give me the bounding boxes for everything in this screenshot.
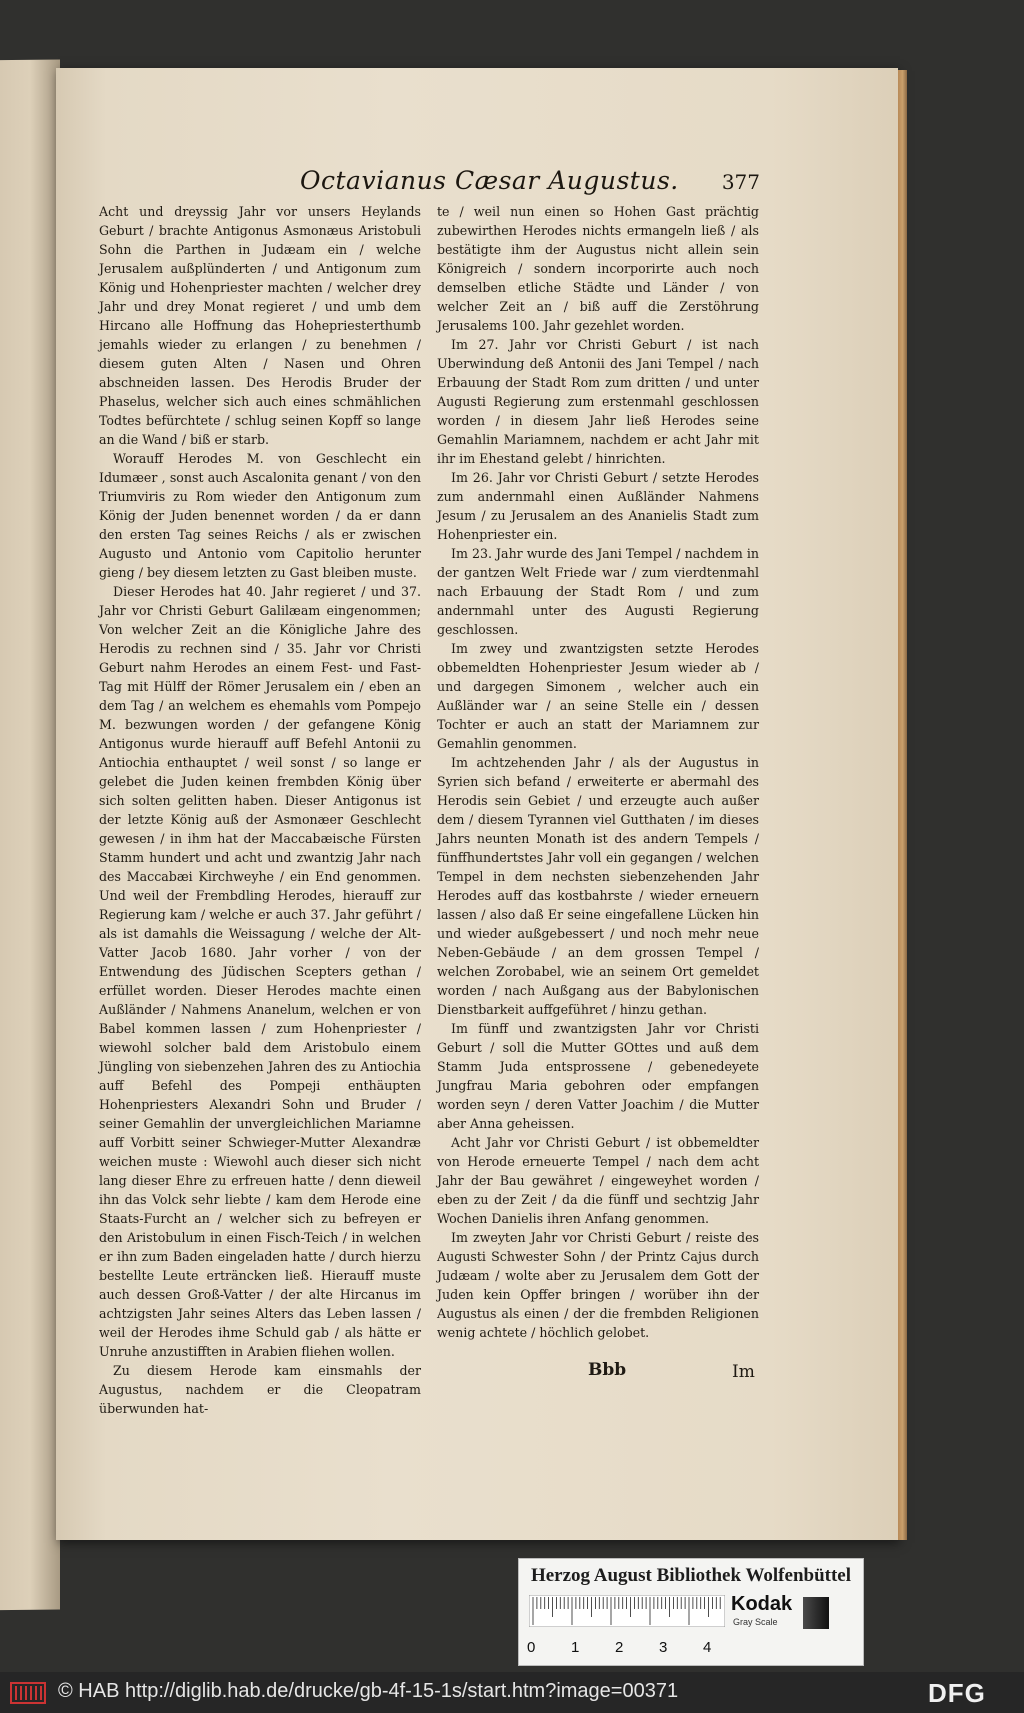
- signature-mark: Bbb: [588, 1360, 627, 1380]
- scale-number: 0: [527, 1639, 536, 1656]
- dfg-logo: DFG: [928, 1678, 986, 1708]
- paragraph: Im fünff und zwantzigsten Jahr vor Christi Geburt / soll die Mutter GOttes und auß dem Stamm Juda entsprossene / gebenedeyete Jungfrau Maria gebohren oder empfangen worden seyn / deren Vatter Joachim / die Mutter aber Anna geheissen.: [437, 1021, 759, 1131]
- library-logo-icon: [10, 1682, 46, 1704]
- paragraph: Acht und dreyssig Jahr vor unsers Heylands Geburt / brachte Antigonus Asmonæus Aristobuli Sohn die Parthen in Judæam ein / welche Jerusalem außplünderten / und Antigonum zum König und Hohenpriester machten / welcher drey Jahr und drey Monat regieret / und umb dem Hircano alle Hoffnung das Hohepriesterthumb jemahls wieder zu erlangen / zu benehmen / diesem guten Alten / Nasen und Ohren abschneiden lassen. Des Herodis Bruder der Phaselus, welcher sich auch eines schmählichen Todtes befürchtete / schlug seinen Kopff so lange an die Wand / biß er starb.: [99, 204, 421, 447]
- facing-page-edge: [0, 59, 60, 1610]
- catchword: Im: [732, 1362, 755, 1382]
- scale-number: 1: [571, 1639, 580, 1656]
- paragraph: Im zwey und zwantzigsten setzte Herodes obbemeldten Hohenpriester Jesum wieder ab / und dargegen Simonem , welcher auch ein Außländer war / an seine Stelle ein / dessen Tochter er auch an statt der Mariamnem zur Gemahlin genommen.: [437, 641, 759, 751]
- page-header: [300, 166, 760, 206]
- gray-scale-label: Gray Scale: [733, 1617, 778, 1627]
- page-fore-edge: [898, 70, 907, 1540]
- paragraph: Worauff Herodes M. von Geschlecht ein Idumæer , sonst auch Ascalonita genant / von den Triumviris zu Rom wieder den Antigonum zum König der Juden benennet worden / da er dann den ersten Tag seines Reichs / als er zwischen Augusto und Antonio vom Capitolio herunter gieng / bey diesem letzten zu Gast bleiben muste.: [99, 451, 421, 580]
- paragraph: Im 23. Jahr wurde des Jani Tempel / nachdem in der gantzen Welt Friede war / zum vierdtenmahl nach Erbauung der Stadt Rom / und zum andernmahl unter des Augusti Regierung geschlossen.: [437, 546, 759, 637]
- paragraph: Im 27. Jahr vor Christi Geburt / ist nach Uberwindung deß Antonii des Jani Tempel / nach Erbauung der Stadt Rom zum dritten / und unter Augusti Regierung zum erstenmahl geschlossen worden / in diesem Jahr ließ Herodes seine Gemahlin Mariamnem, nachdem er acht Jahr mit ihr im Ehestand gelebt / hinrichten.: [437, 337, 759, 466]
- gray-patch: [803, 1597, 829, 1629]
- paragraph: Acht Jahr vor Christi Geburt / ist obbemeldter von Herode erneuerte Tempel / nach dem acht Jahr der Bau gewähret / eingeweyhet worden / eben zu der Zeit / da die fünff und sechtzig Jahr Wochen Danielis ihren Anfang genommen.: [437, 1135, 759, 1226]
- paragraph: te / weil nun einen so Hohen Gast prächtig zubewirthen Herodes nichts ermangeln ließ / als bestätigte ihm der Augustus nicht allein sein Königreich / sondern incorporirte auch noch demselben etliche Städte und Länder / von welcher Zeit an / biß auff die Zerstöhrung Jerusalems 100. Jahr gezehlet worden.: [437, 204, 759, 333]
- scale-number: 3: [659, 1639, 668, 1656]
- kodak-logo: Kodak: [731, 1593, 793, 1615]
- text-column-left: [99, 202, 421, 1418]
- scale-number: 2: [615, 1639, 624, 1656]
- running-title: Octavianus Cæsar Augustus.: [300, 166, 679, 195]
- scale-number: 4: [703, 1639, 712, 1656]
- text-column-right: [437, 202, 759, 1342]
- library-name: Herzog August Bibliothek Wolfenbüttel: [530, 1565, 852, 1586]
- source-link[interactable]: © HAB http://diglib.hab.de/drucke/gb-4f-15-1s/start.htm?image=00371: [58, 1680, 679, 1702]
- paragraph: Zu diesem Herode kam einsmahls der Augustus, nachdem er die Cleopatram überwunden hat-: [99, 1363, 421, 1416]
- paragraph: Im 26. Jahr vor Christi Geburt / setzte Herodes zum andernmahl einen Außländer Nahmens Jesum / zu Jerusalem an des Ananielis Stadt zum Hohenpriester ein.: [437, 470, 759, 542]
- paragraph: Dieser Herodes hat 40. Jahr regieret / und 37. Jahr vor Christi Geburt Galilæam eingenommen; Von welcher Zeit an die Königliche Jahre des Herodis zu rechnen sind / 35. Jahr vor Christi Geburt nahm Herodes an einem Fest- und Fast-Tag mit Hülff der Römer Jerusalem ein / eben an dem Tag / an welchem es ehemahls vom Pompejo M. bezwungen worden / der gefangene König Antigonus wurde hierauff auff Befehl Antonii zu Antiochia enthauptet / weil sonst / so lange er gelebet die Juden keinen frembden König über sich solten gelitten haben. Dieser Antigonus ist der letzte König auß der Asmonæer Geschlecht gewesen / in ihm hat der Maccabæische Fürsten Stamm hundert und acht und zwantzig Jahr nach des Maccabæi Kirchweyhe / ein End genommen. Und weil der Frembdling Herodes, hierauff zur Regierung kam / welche er auch 37. Jahr geführt / als ist damahls die Weissagung / welche der Alt-Vatter Jacob 1680. Jahr vorher / von der Entwendung des Jüdischen Scepters gethan / erfüllet worden. Dieser Herodes machte einen Außländer / Nahmens Ananelum, welchen er von Babel kommen lassen / zum Hohenpriester / wiewohl solcher bald dem Aristobulo einem Jüngling von siebenzehen Jahren des zu Antiochia auff Befehl des Pompeji enthäupten Hohenpriesters Alexandri Sohn und Bruder / seiner Gemahlin der unvergleichlichen Mariamne auff Vorbitt seiner Schwieger-Mutter Alexandræ weichen muste : Wiewohl auch dieser sich nicht lang dieser Ehre zu erfreuen hatte / denn dieweil ihn das Volck sehr liebte / kam dem Herode eine Staats-Furcht an / welcher sich zu befreyen er den Aristobulum in einen Fisch-Teich / in welchen er ihn zum Baden eingeladen hatte / durch hierzu bestellte Leute erträncken ließ. Hierauff muste auch dessen Groß-Vatter / der alte Hircanus im achtzigsten Jahr seines Alters das Leben lassen / weil der Herodes ihme Schuld gab / als hätte er Unruhe anzustifften in Arabien fliehen wollen.: [99, 584, 421, 1359]
- paragraph: Im zweyten Jahr vor Christi Geburt / reiste des Augusti Schwester Sohn / der Printz Cajus durch Judæam / wolte aber zu Jerusalem dem Gott der Juden kein Opffer bringen / worüber ihn der Augustus als einen / der die frembden Religionen wenig achtete / höchlich gelobet.: [437, 1230, 759, 1340]
- paragraph: Im achtzehenden Jahr / als der Augustus in Syrien sich befand / erweiterte er abermahl des Herodis sein Gebiet / und erzeugte auch außer dem / diesem Tyrannen viel Gutthaten / im dieses Jahrs neunten Monath ist des andern Tempels / fünffhundertstes Jahr voll ein gegangen / welchen Tempel in dem nechsten siebenzehenden Jahr Herodes auff das kostbahrste / wieder erneuern lassen / also daß Er seine eingefallene Lücken hin und wieder außgebessert / und noch mehr neue Neben-Gebäude / an dem grossen Tempel / welchen Zorobabel, wie an seinem Ort gemeldet worden / nach Außgang aus der Babylonischen Dienstbarkeit auffgeführet / hinzu gethan.: [437, 755, 759, 1017]
- color-calibration-card: [518, 1558, 864, 1666]
- scale-numbers: [527, 1639, 727, 1659]
- page-number: 377: [721, 170, 760, 194]
- footer-bar: [0, 1672, 1024, 1713]
- scale-ruler: [529, 1595, 725, 1627]
